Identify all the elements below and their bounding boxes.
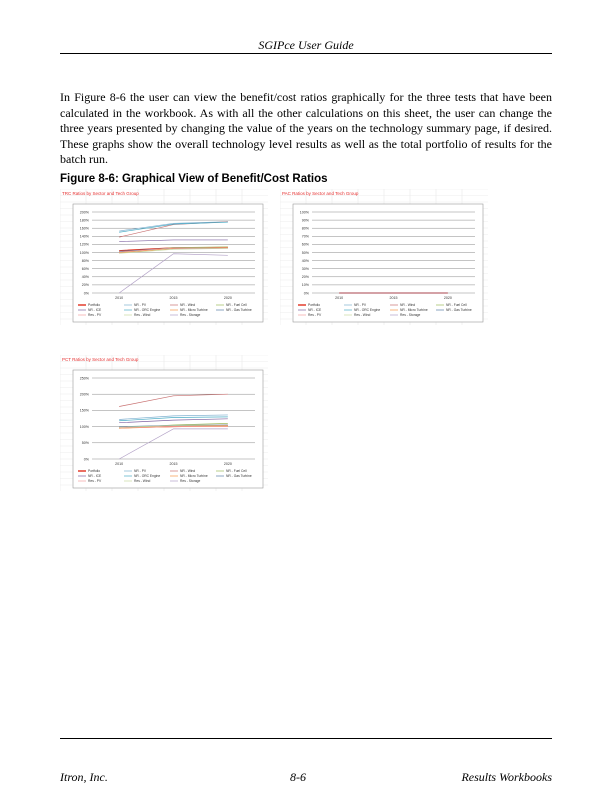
y-tick-label: 90% xyxy=(301,217,309,222)
footer-section: Results Workbooks xyxy=(461,770,552,784)
y-tick-label: 100% xyxy=(79,250,89,255)
x-tick-label: 2015 xyxy=(169,295,178,300)
y-tick-label: 60% xyxy=(301,242,309,247)
y-tick-label: 80% xyxy=(301,226,309,230)
y-tick-label: 0% xyxy=(83,290,89,295)
y-tick-label: 20% xyxy=(81,282,89,287)
legend-label: Portfolio xyxy=(308,302,321,307)
y-tick-label: 0% xyxy=(303,290,309,295)
y-tick-label: 100% xyxy=(79,424,89,429)
legend-label: NR - Fuel Cell xyxy=(226,302,247,307)
y-tick-label: 80% xyxy=(81,258,89,263)
y-tick-label: 50% xyxy=(301,250,309,255)
legend-label: NR - ORC Engine xyxy=(134,307,161,312)
y-tick-label: 70% xyxy=(301,234,309,239)
legend-label: NR - PV xyxy=(134,468,147,473)
y-tick-label: 30% xyxy=(301,266,309,271)
y-tick-label: 150% xyxy=(79,408,89,413)
legend-label: Res - Wind xyxy=(134,312,151,317)
chart-title: TRC Ratios by Sector and Tech Group xyxy=(62,190,139,196)
chart-svg xyxy=(60,189,268,325)
x-tick-label: 2020 xyxy=(223,461,232,466)
header-rule xyxy=(60,53,552,54)
legend-label: Res - PV xyxy=(308,312,322,317)
page-header: SGIPce User Guide xyxy=(258,38,354,52)
legend-label: NR - Gas Turbine xyxy=(446,307,472,312)
legend-label: NR - Micro Turbine xyxy=(180,473,208,478)
y-tick-label: 180% xyxy=(79,217,89,222)
y-tick-label: 40% xyxy=(81,274,89,279)
body-paragraph: In Figure 8-6 the user can view the benefit/cost ratios graphically for the three tests that have been calculated in the workbook. As with all the other calculations on this sheet, the user can change the three years presented by changing the value of the years on the technology summary page, if desired. These graphs show the overall technology level results as well as the total portfolio of results for the batch run. xyxy=(60,90,552,166)
footer-rule xyxy=(60,738,552,739)
legend-label: Portfolio xyxy=(88,468,101,473)
y-tick-label: 0% xyxy=(83,456,89,461)
y-tick-label: 200% xyxy=(79,392,89,396)
chart-title: PAC Ratios by Sector and Tech Group xyxy=(282,190,359,196)
footer-company: Itron, Inc. xyxy=(60,770,108,784)
x-tick-label: 2010 xyxy=(115,461,124,466)
legend-label: NR - Wind xyxy=(180,468,196,473)
legend-label: Res - Wind xyxy=(134,478,151,483)
pac-chart xyxy=(280,189,488,325)
footer-page-number: 8-6 xyxy=(290,770,306,784)
pct-chart xyxy=(60,355,268,491)
legend-label: NR - Gas Turbine xyxy=(226,473,252,478)
legend-label: Res - Storage xyxy=(180,478,201,483)
y-tick-label: 60% xyxy=(81,266,89,271)
chart-title: PCT Ratios by Sector and Tech Group xyxy=(62,356,139,362)
chart-svg xyxy=(60,355,268,491)
legend-label: NR - ORC Engine xyxy=(134,473,161,478)
x-tick-label: 2015 xyxy=(389,295,398,300)
x-tick-label: 2015 xyxy=(169,461,178,466)
legend-label: NR - Wind xyxy=(400,302,416,307)
x-tick-label: 2010 xyxy=(115,295,124,300)
legend-label: NR - PV xyxy=(134,302,147,307)
legend-label: NR - Wind xyxy=(180,302,196,307)
legend-label: NR - ICE xyxy=(308,307,322,312)
legend-label: NR - Fuel Cell xyxy=(446,302,467,307)
legend-label: NR - ICE xyxy=(88,473,102,478)
legend-label: Res - Wind xyxy=(354,312,371,317)
y-tick-label: 100% xyxy=(299,209,309,214)
trc-chart xyxy=(60,189,268,325)
y-tick-label: 140% xyxy=(79,234,89,239)
legend-label: NR - PV xyxy=(354,302,367,307)
legend-label: Res - Storage xyxy=(180,312,201,317)
y-tick-label: 120% xyxy=(79,242,89,247)
legend-label: NR - Fuel Cell xyxy=(226,468,247,473)
legend-label: NR - ICE xyxy=(88,307,102,312)
y-tick-label: 20% xyxy=(301,274,309,279)
y-tick-label: 40% xyxy=(301,258,309,263)
page-body xyxy=(60,90,552,499)
legend-label: Portfolio xyxy=(88,302,101,307)
legend-label: NR - Gas Turbine xyxy=(226,307,252,312)
legend-label: NR - Micro Turbine xyxy=(180,307,208,312)
figure-caption: Figure 8-6: Graphical View of Benefit/Cost Ratios xyxy=(60,172,328,185)
legend-label: Res - PV xyxy=(88,312,102,317)
y-tick-label: 250% xyxy=(79,375,89,380)
legend-label: NR - Micro Turbine xyxy=(400,307,428,312)
y-tick-label: 50% xyxy=(81,440,89,445)
legend-label: Res - Storage xyxy=(400,312,421,317)
y-tick-label: 200% xyxy=(79,209,89,214)
y-tick-label: 160% xyxy=(79,226,89,230)
y-tick-label: 10% xyxy=(301,282,309,287)
chart-svg xyxy=(280,189,488,325)
x-tick-label: 2020 xyxy=(443,295,452,300)
legend-label: Res - PV xyxy=(88,478,102,483)
legend-label: NR - ORC Engine xyxy=(354,307,381,312)
x-tick-label: 2010 xyxy=(335,295,344,300)
figure-charts xyxy=(60,189,552,499)
x-tick-label: 2020 xyxy=(223,295,232,300)
